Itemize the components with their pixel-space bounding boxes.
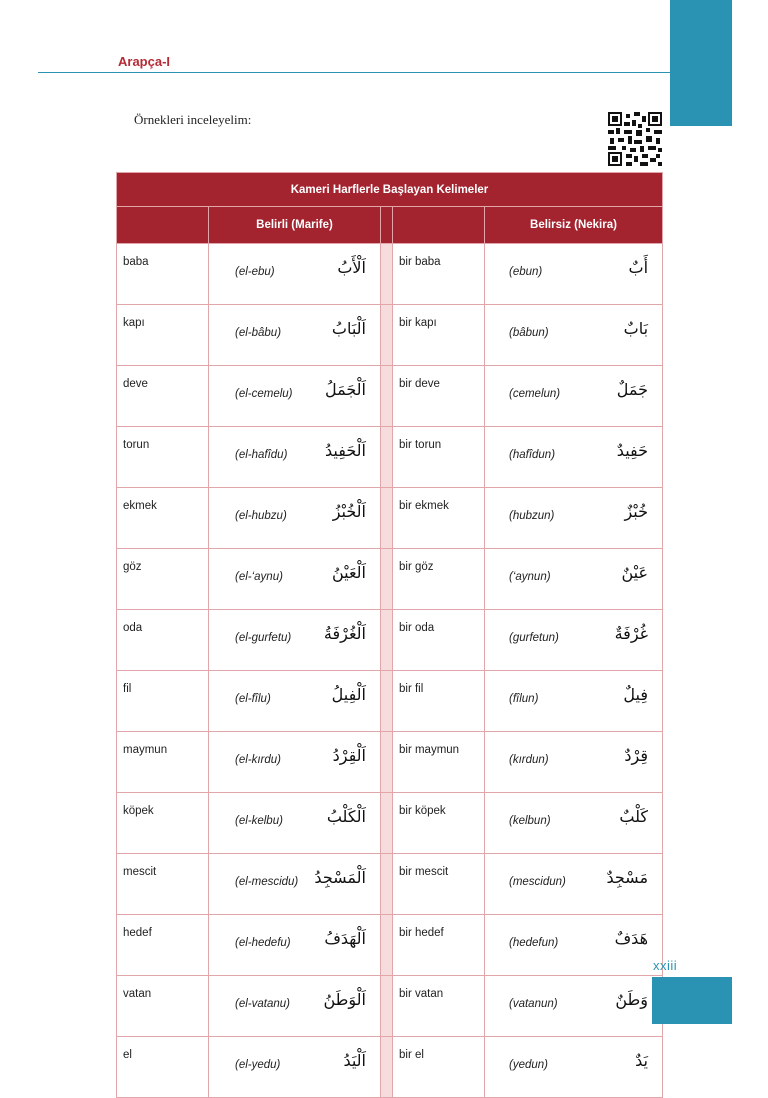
indefinite-meaning: bir el: [393, 1037, 485, 1098]
table-row: [117, 610, 663, 671]
definite-transliteration: (el-‘aynu): [235, 571, 283, 583]
definite-transliteration: (el-hedefu): [235, 937, 291, 949]
indefinite-meaning: bir deve: [393, 366, 485, 427]
indefinite-transliteration: (hedefun): [509, 937, 559, 949]
bottom-color-tab: [652, 977, 732, 1024]
header-gap: [381, 207, 393, 244]
indefinite-meaning: bir göz: [393, 549, 485, 610]
definite-form: [209, 671, 381, 732]
words-table: [116, 172, 663, 1098]
definite-arabic: اَلْبَابُ: [331, 319, 366, 338]
table-row: [117, 732, 663, 793]
indefinite-form: [485, 488, 663, 549]
definite-meaning: kapı: [117, 305, 209, 366]
indefinite-transliteration: (fîlun): [509, 693, 539, 705]
table-row: [117, 793, 663, 854]
indefinite-arabic: غُرْفَةٌ: [614, 624, 649, 643]
table-row: [117, 549, 663, 610]
indefinite-transliteration: (yedun): [509, 1059, 548, 1071]
indefinite-form: [485, 976, 663, 1037]
definite-arabic: اَلْجَمَلُ: [324, 380, 366, 399]
definite-arabic: اَلْقِرْدُ: [332, 746, 366, 765]
indefinite-arabic: يَدٌ: [635, 1051, 649, 1070]
definite-meaning: el: [117, 1037, 209, 1098]
definite-meaning: köpek: [117, 793, 209, 854]
indefinite-form: [485, 915, 663, 976]
indefinite-meaning: bir köpek: [393, 793, 485, 854]
indefinite-meaning: bir ekmek: [393, 488, 485, 549]
indefinite-transliteration: (ebun): [509, 266, 543, 278]
definite-form: [209, 1037, 381, 1098]
definite-arabic: اَلْيَدُ: [343, 1051, 366, 1070]
indefinite-arabic: أَبٌ: [628, 258, 649, 277]
definite-arabic: اَلْكَلْبُ: [326, 807, 366, 826]
header-definite: Belirli (Marife): [209, 207, 381, 244]
indefinite-meaning: bir hedef: [393, 915, 485, 976]
definite-transliteration: (el-mescidu): [235, 876, 299, 888]
definite-transliteration: (el-kelbu): [235, 815, 283, 827]
table-row: [117, 488, 663, 549]
header-spacer-right: [393, 207, 485, 244]
table-row: [117, 915, 663, 976]
column-gap: [381, 915, 393, 976]
definite-arabic: اَلْعَيْنُ: [331, 563, 366, 582]
table-row: [117, 671, 663, 732]
indefinite-meaning: bir fil: [393, 671, 485, 732]
definite-meaning: maymun: [117, 732, 209, 793]
book-title: Arapça-I: [118, 54, 171, 69]
indefinite-arabic: هَدَفٌ: [614, 929, 649, 948]
definite-meaning: hedef: [117, 915, 209, 976]
definite-meaning: baba: [117, 244, 209, 305]
definite-transliteration: (el-gurfetu): [235, 632, 292, 644]
indefinite-form: [485, 244, 663, 305]
indefinite-meaning: bir oda: [393, 610, 485, 671]
indefinite-transliteration: (hafîdun): [509, 449, 556, 461]
definite-meaning: mescit: [117, 854, 209, 915]
indefinite-transliteration: (‘aynun): [509, 571, 551, 583]
indefinite-meaning: bir baba: [393, 244, 485, 305]
indefinite-arabic: عَيْنٌ: [621, 563, 649, 582]
indefinite-transliteration: (hubzun): [509, 510, 555, 522]
indefinite-meaning: bir vatan: [393, 976, 485, 1037]
definite-arabic: اَلْحَفِيدُ: [325, 441, 366, 460]
indefinite-meaning: bir mescit: [393, 854, 485, 915]
definite-transliteration: (el-fîlu): [235, 693, 271, 705]
definite-arabic: اَلْفِيلُ: [331, 685, 366, 704]
column-gap: [381, 793, 393, 854]
intro-text: Örnekleri inceleyelim:: [134, 112, 252, 127]
definite-transliteration: (el-yedu): [235, 1059, 281, 1071]
table-row: [117, 244, 663, 305]
indefinite-form: [485, 793, 663, 854]
definite-form: [209, 488, 381, 549]
indefinite-meaning: bir maymun: [393, 732, 485, 793]
indefinite-arabic: قِرْدٌ: [624, 746, 649, 765]
column-gap: [381, 549, 393, 610]
definite-arabic: اَلْغُرْفَةُ: [323, 624, 366, 643]
column-gap: [381, 488, 393, 549]
definite-arabic: اَلْهَدَفُ: [324, 929, 366, 948]
definite-arabic: اَلْأَبُ: [337, 258, 366, 277]
table-row: [117, 976, 663, 1037]
definite-form: [209, 976, 381, 1037]
indefinite-form: [485, 1037, 663, 1098]
qr-code-icon[interactable]: [608, 112, 662, 166]
definite-meaning: vatan: [117, 976, 209, 1037]
indefinite-transliteration: (cemelun): [509, 388, 561, 400]
column-gap: [381, 244, 393, 305]
table-row: [117, 1037, 663, 1098]
table-body: [117, 244, 663, 1098]
definite-transliteration: (el-ebu): [235, 266, 275, 278]
indefinite-meaning: bir torun: [393, 427, 485, 488]
indefinite-arabic: بَابٌ: [623, 319, 649, 338]
header-indefinite: Belirsiz (Nekira): [485, 207, 663, 244]
definite-transliteration: (el-hafîdu): [235, 449, 288, 461]
indefinite-arabic: جَمَلٌ: [616, 380, 649, 399]
definite-meaning: torun: [117, 427, 209, 488]
definite-form: [209, 549, 381, 610]
indefinite-transliteration: (gurfetun): [509, 632, 559, 644]
page-number: xxiii: [653, 958, 678, 973]
definite-transliteration: (el-cemelu): [235, 388, 293, 400]
indefinite-transliteration: (vatanun): [509, 998, 558, 1010]
definite-form: [209, 305, 381, 366]
definite-meaning: oda: [117, 610, 209, 671]
indefinite-form: [485, 305, 663, 366]
definite-transliteration: (el-hubzu): [235, 510, 287, 522]
column-gap: [381, 305, 393, 366]
indefinite-form: [485, 549, 663, 610]
definite-meaning: fil: [117, 671, 209, 732]
indefinite-transliteration: (kelbun): [509, 815, 551, 827]
indefinite-transliteration: (mescidun): [509, 876, 566, 888]
indefinite-arabic: كَلْبٌ: [619, 807, 649, 826]
indefinite-transliteration: (bâbun): [509, 327, 549, 339]
table-row: [117, 427, 663, 488]
definite-meaning: ekmek: [117, 488, 209, 549]
indefinite-form: [485, 671, 663, 732]
indefinite-form: [485, 732, 663, 793]
indefinite-form: [485, 427, 663, 488]
indefinite-arabic: وَطَنٌ: [615, 990, 649, 1009]
definite-form: [209, 244, 381, 305]
definite-transliteration: (el-kırdu): [235, 754, 282, 766]
indefinite-form: [485, 854, 663, 915]
definite-arabic: اَلْمَسْجِدُ: [314, 868, 366, 887]
table-row: [117, 854, 663, 915]
column-gap: [381, 671, 393, 732]
column-gap: [381, 610, 393, 671]
table-row: [117, 305, 663, 366]
definite-form: [209, 366, 381, 427]
column-gap: [381, 732, 393, 793]
indefinite-arabic: فِيلٌ: [623, 685, 649, 704]
definite-arabic: اَلْوَطَنُ: [323, 990, 366, 1009]
column-gap: [381, 366, 393, 427]
column-gap: [381, 976, 393, 1037]
column-gap: [381, 1037, 393, 1098]
column-gap: [381, 427, 393, 488]
definite-form: [209, 854, 381, 915]
definite-meaning: göz: [117, 549, 209, 610]
header-spacer-left: [117, 207, 209, 244]
column-gap: [381, 854, 393, 915]
header-divider: [38, 72, 670, 73]
definite-form: [209, 915, 381, 976]
indefinite-transliteration: (kırdun): [509, 754, 549, 766]
definite-transliteration: (el-vatanu): [235, 998, 290, 1010]
definite-meaning: deve: [117, 366, 209, 427]
indefinite-form: [485, 366, 663, 427]
definite-form: [209, 610, 381, 671]
definite-form: [209, 427, 381, 488]
table-row: [117, 366, 663, 427]
definite-arabic: اَلْخُبْزُ: [332, 502, 366, 521]
indefinite-form: [485, 610, 663, 671]
indefinite-arabic: حَفِيدٌ: [616, 441, 649, 460]
indefinite-meaning: bir kapı: [393, 305, 485, 366]
definite-transliteration: (el-bâbu): [235, 327, 282, 339]
indefinite-arabic: مَسْجِدٌ: [606, 868, 649, 887]
definite-form: [209, 793, 381, 854]
definite-form: [209, 732, 381, 793]
table-caption: Kameri Harflerle Başlayan Kelimeler: [117, 173, 663, 207]
top-color-tab: [670, 0, 732, 126]
indefinite-arabic: خُبْزٌ: [624, 502, 649, 521]
